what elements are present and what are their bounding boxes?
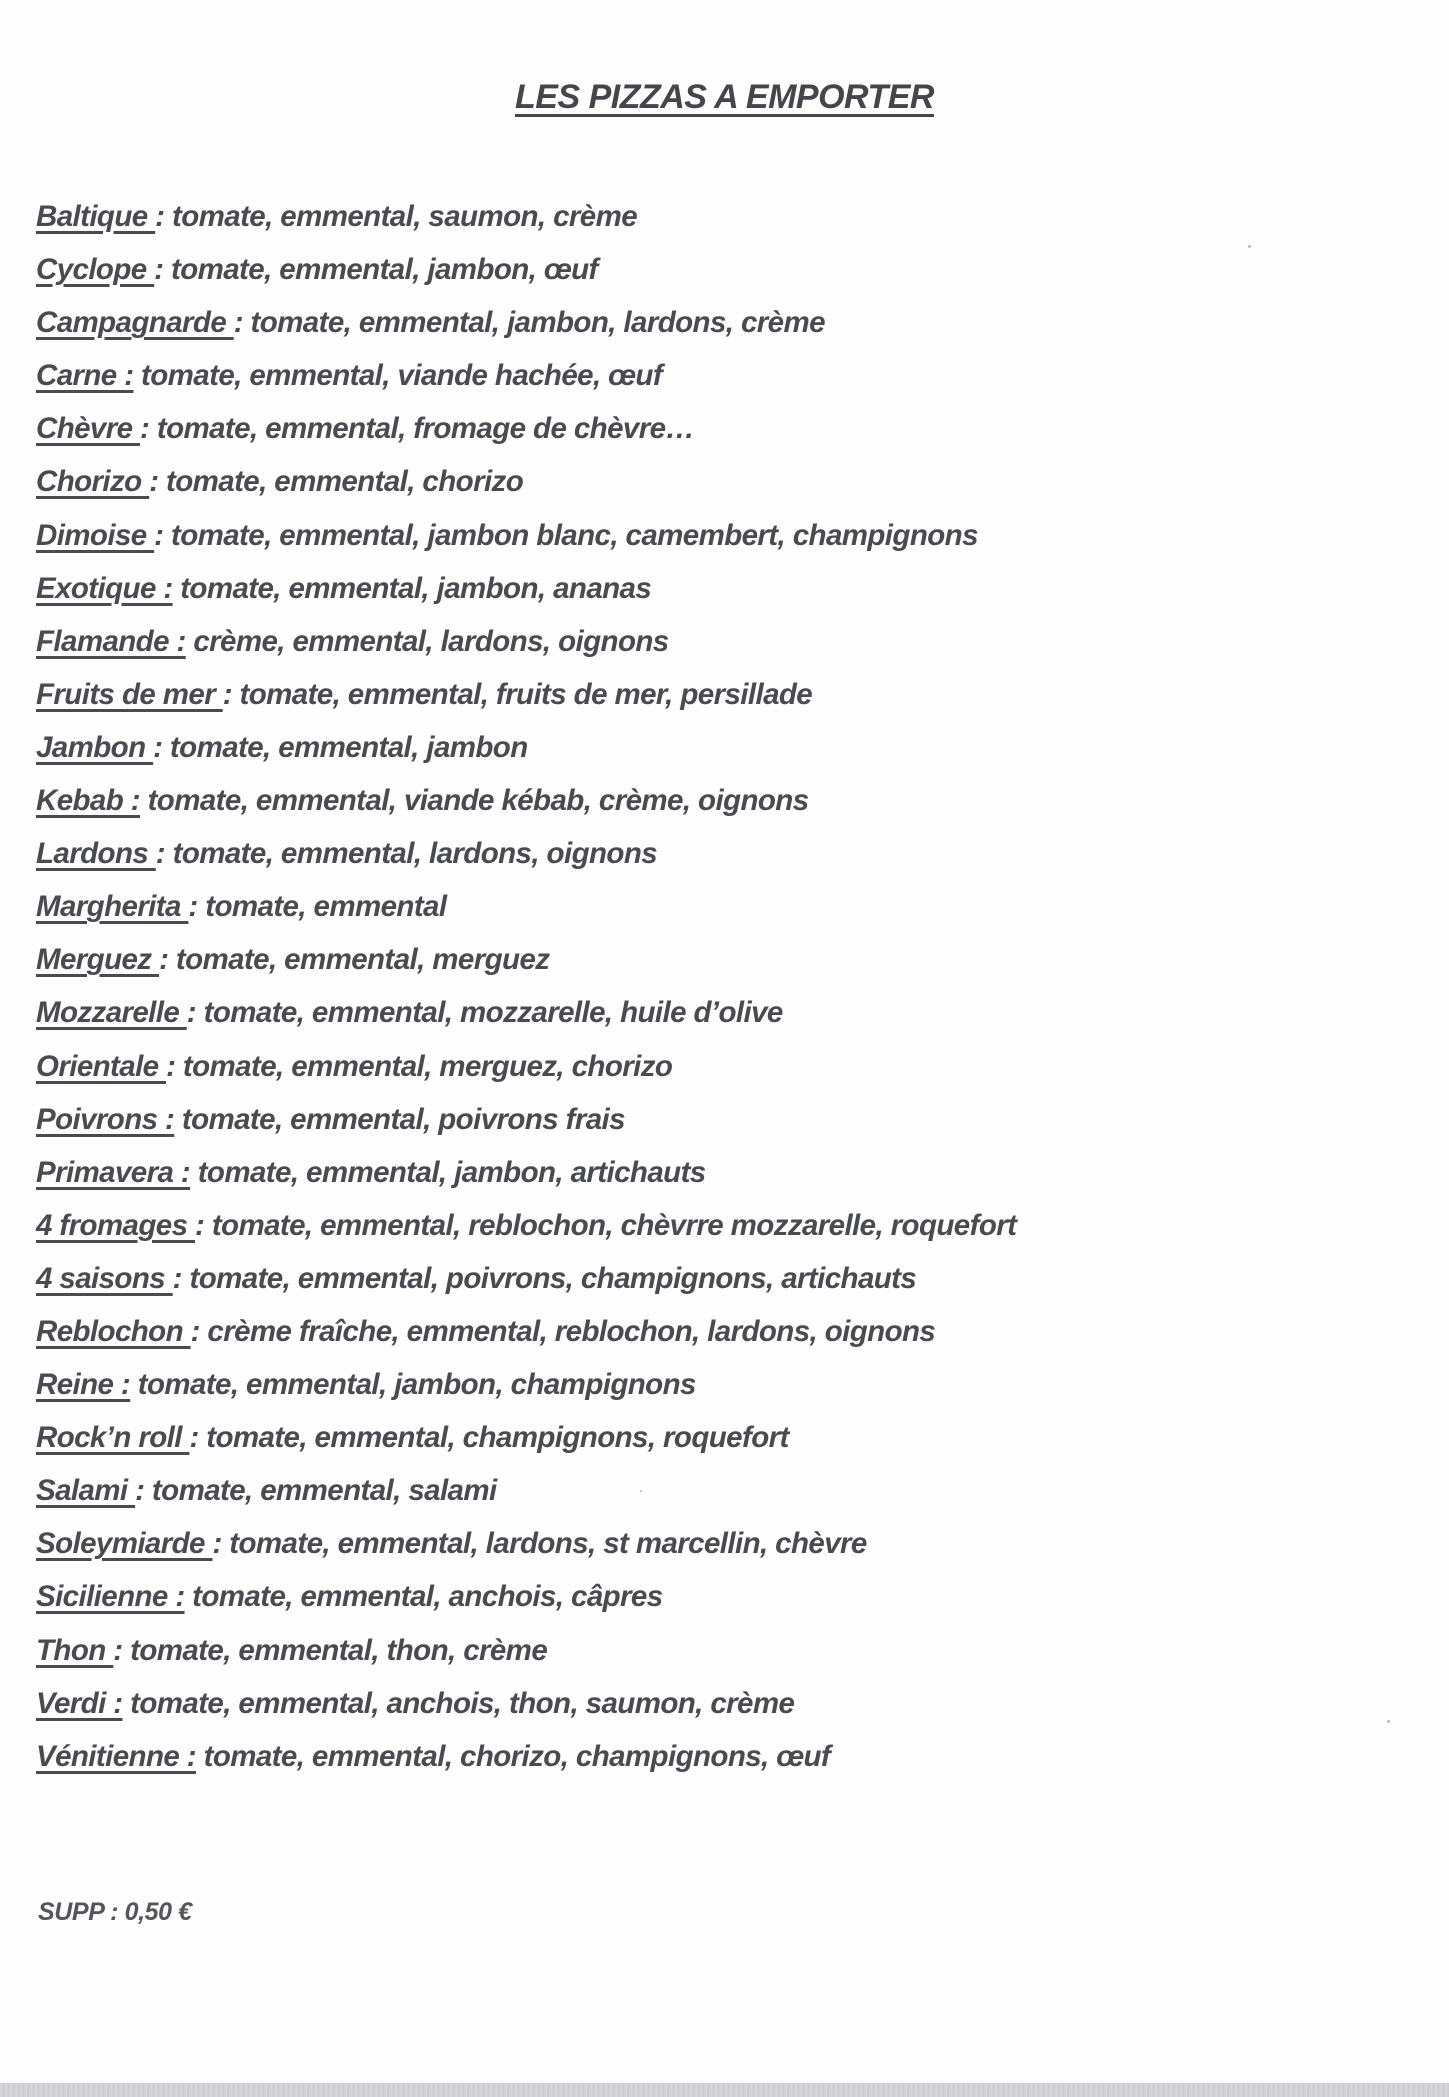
pizza-ingredients: : tomate, emmental <box>188 890 447 924</box>
pizza-name: Lardons <box>36 837 156 871</box>
pizza-name: 4 saisons <box>36 1261 173 1295</box>
pizza-name: Thon <box>36 1633 114 1667</box>
pizza-ingredients: : tomate, emmental, saumon, crème <box>155 200 638 233</box>
list-item <box>36 300 1016 353</box>
pizza-name: Margherita <box>36 890 189 924</box>
list-item <box>36 1256 1016 1309</box>
pizza-ingredients: : crème fraîche, emmental, reblochon, lardons, oignons <box>190 1314 936 1348</box>
list-item <box>36 194 1016 247</box>
pizza-name: Fruits de mer <box>36 677 223 711</box>
list-item <box>36 1734 1016 1787</box>
pizza-ingredients: tomate, emmental, jambon, artichauts <box>190 1155 706 1189</box>
scan-speck <box>640 1490 642 1492</box>
pizza-name: Soleymiarde <box>36 1527 213 1561</box>
pizza-ingredients: tomate, emmental, poivrons frais <box>174 1102 625 1136</box>
page-title-text: LES PIZZAS A EMPORTER <box>515 78 934 116</box>
page-title <box>0 78 1449 117</box>
list-item <box>36 1574 1016 1627</box>
pizza-name: Poivrons : <box>36 1102 175 1136</box>
pizza-ingredients: tomate, emmental, anchois, thon, saumon, crème <box>122 1686 795 1720</box>
pizza-ingredients: : tomate, emmental, jambon blanc, camembert, champignons <box>154 518 978 552</box>
list-item <box>36 513 1016 566</box>
list-item <box>36 353 1016 406</box>
pizza-ingredients: tomate, emmental, viande hachée, œuf <box>133 359 663 393</box>
pizza-list <box>36 194 1016 1787</box>
pizza-ingredients: tomate, emmental, jambon, champignons <box>130 1368 696 1402</box>
pizza-ingredients: : tomate, emmental, fromage de chèvre… <box>140 412 695 446</box>
list-item <box>36 1150 1016 1203</box>
scan-speck <box>1248 245 1251 248</box>
list-item <box>36 1521 1016 1574</box>
list-item <box>36 831 1016 884</box>
list-item <box>36 1362 1016 1415</box>
scan-speck <box>1387 1720 1390 1723</box>
pizza-name: Mozzarelle <box>36 996 187 1030</box>
supplement-price: SUPP : 0,50 € <box>38 1898 192 1926</box>
list-item <box>36 1681 1016 1734</box>
pizza-name: Jambon <box>36 730 154 764</box>
pizza-ingredients: : tomate, emmental, poivrons, champignons, artichauts <box>172 1261 917 1295</box>
pizza-name: Salami <box>36 1474 136 1508</box>
pizza-name: Verdi : <box>36 1686 123 1720</box>
list-item <box>36 406 1016 459</box>
list-item <box>36 725 1016 778</box>
list-item <box>36 247 1016 300</box>
pizza-ingredients: tomate, emmental, jambon, ananas <box>172 571 652 605</box>
pizza-name: 4 fromages <box>36 1208 195 1242</box>
pizza-ingredients: : tomate, emmental, lardons, st marcellin, chèvre <box>212 1527 867 1561</box>
list-item <box>36 1097 1016 1150</box>
pizza-name: Primavera : <box>36 1155 191 1189</box>
list-item <box>36 778 1016 831</box>
list-item <box>36 1203 1016 1256</box>
pizza-name: Cyclope <box>36 253 155 287</box>
pizza-name: Campagnarde <box>36 306 234 340</box>
list-item <box>36 1044 1016 1097</box>
pizza-ingredients: : tomate, emmental, merguez <box>159 943 550 977</box>
pizza-name: Rock’n roll <box>36 1421 190 1455</box>
pizza-name: Dimoise <box>36 518 155 552</box>
pizza-name: Vénitienne : <box>36 1739 196 1773</box>
list-item <box>36 619 1016 672</box>
pizza-ingredients: : tomate, emmental, champignons, roquefort <box>189 1421 789 1455</box>
pizza-name: Flamande : <box>36 624 186 658</box>
pizza-ingredients: crème, emmental, lardons, oignons <box>185 624 669 658</box>
list-item <box>36 566 1016 619</box>
pizza-ingredients: : tomate, emmental, jambon <box>153 730 528 764</box>
list-item <box>36 459 1016 512</box>
pizza-name: Kebab : <box>36 784 140 818</box>
list-item <box>36 1415 1016 1468</box>
scan-edge-band <box>0 2083 1449 2097</box>
list-item <box>36 884 1016 937</box>
pizza-name: Baltique <box>36 200 156 233</box>
pizza-ingredients: : tomate, emmental, lardons, oignons <box>155 837 658 871</box>
pizza-ingredients: : tomate, emmental, thon, crème <box>113 1633 548 1667</box>
pizza-ingredients: : tomate, emmental, fruits de mer, persillade <box>222 677 813 711</box>
pizza-ingredients: : tomate, emmental, merguez, chorizo <box>166 1049 673 1083</box>
pizza-name: Reblochon <box>36 1314 191 1348</box>
list-item <box>36 937 1016 990</box>
pizza-ingredients: tomate, emmental, viande kébab, crème, oignons <box>139 784 809 818</box>
pizza-ingredients: : tomate, emmental, jambon, œuf <box>154 253 598 287</box>
pizza-ingredients: : tomate, emmental, jambon, lardons, crème <box>233 306 825 340</box>
pizza-ingredients: : tomate, emmental, salami <box>135 1474 497 1508</box>
pizza-ingredients: : tomate, emmental, reblochon, chèvrre mozzarelle, roquefort <box>195 1208 1017 1242</box>
pizza-ingredients: tomate, emmental, chorizo, champignons, œuf <box>196 1739 831 1773</box>
pizza-ingredients: : tomate, emmental, chorizo <box>149 465 524 499</box>
list-item <box>36 1468 1016 1521</box>
list-item <box>36 672 1016 725</box>
pizza-name: Merguez <box>36 943 160 977</box>
pizza-name: Reine : <box>36 1368 131 1402</box>
pizza-name: Chèvre <box>36 412 141 446</box>
pizza-ingredients: : tomate, emmental, mozzarelle, huile d’olive <box>186 996 783 1030</box>
list-item <box>36 1309 1016 1362</box>
pizza-name: Orientale <box>36 1049 167 1083</box>
pizza-name: Exotique : <box>36 571 173 605</box>
pizza-ingredients: tomate, emmental, anchois, câpres <box>184 1580 663 1614</box>
list-item <box>36 990 1016 1043</box>
list-item <box>36 1628 1016 1681</box>
pizza-name: Sicilienne : <box>36 1580 185 1614</box>
pizza-name: Carne : <box>36 359 134 393</box>
pizza-name: Chorizo <box>36 465 150 499</box>
